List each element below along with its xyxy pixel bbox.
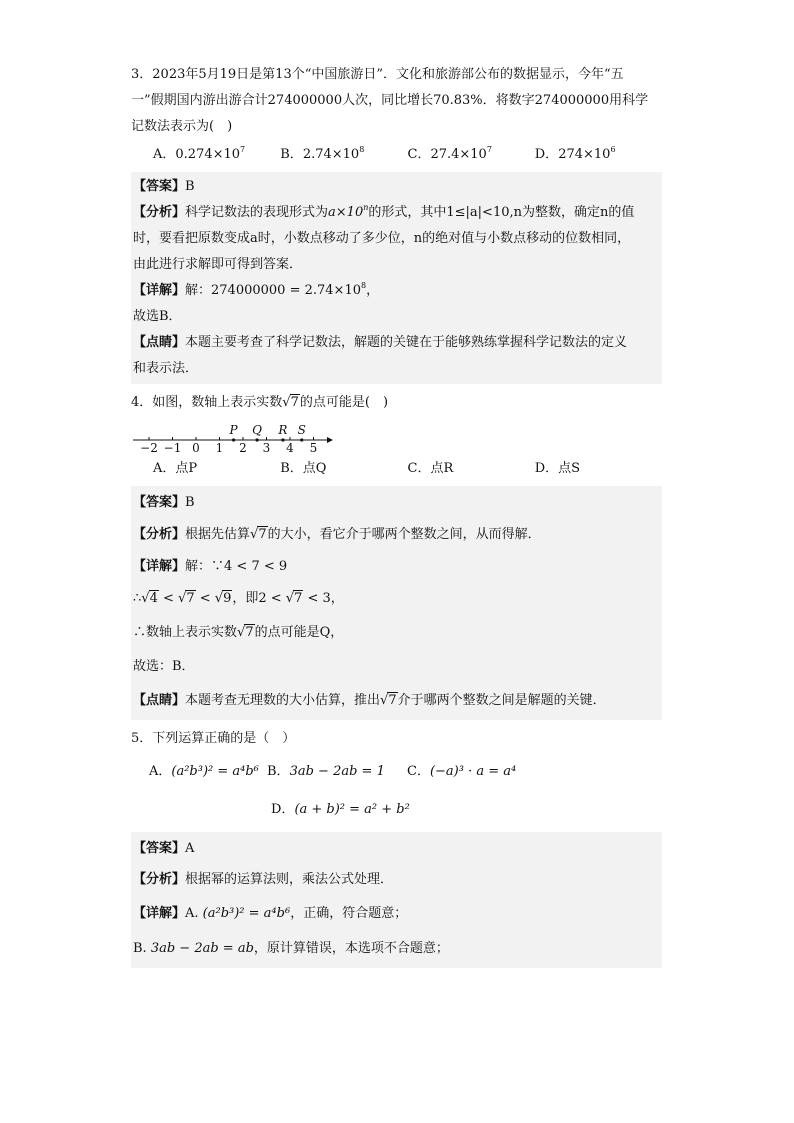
question-4-number: 4． xyxy=(131,395,153,410)
option-c: C．点R xyxy=(407,461,454,476)
question-4-options xyxy=(131,456,662,482)
option-a: A．$0.274\times 10^7$ xyxy=(153,145,246,162)
document-page xyxy=(131,62,662,968)
sqrt-symbol: √7 xyxy=(282,395,299,410)
detail-line-4: 故选：B． xyxy=(133,659,195,674)
question-3-stem: 3．2023年5月19日是第13个“中国旅游日”．文化和旅游部公布的数据显示，今年“五 xyxy=(131,67,624,82)
option-b: B．$2.74\times 10^8$ xyxy=(280,145,365,162)
question-3-number: 3． xyxy=(131,67,153,82)
detail-line-2: B. 3ab − 2ab = ab，原计算错误，本选项不合题意； xyxy=(133,941,449,956)
axis-tick-label: 5 xyxy=(309,441,318,454)
point-label-s: S xyxy=(297,423,306,437)
detail-line: 【详解】解：$274000000 = 2.74\times 10^8$， xyxy=(133,281,380,298)
analysis-line-3: 由此进行求解即可得到答案． xyxy=(133,257,303,272)
option-b: B．3ab − 2ab = 1 xyxy=(267,764,385,779)
number-line-arrow xyxy=(327,437,333,443)
answer-line: 【答案】A xyxy=(133,841,195,856)
question-4-solution xyxy=(131,486,662,720)
analysis-line: 【分析】根据幂的运算法则，乘法公式处理． xyxy=(133,872,394,887)
answer-line: 【答案】B xyxy=(133,179,195,194)
analysis-line-2: 时，要看把原数变成a时，小数点移动了多少位，n的绝对值与小数点移动的位数相同， xyxy=(133,231,631,246)
detail-line-3: ∴数轴上表示实数√7的点可能是Q， xyxy=(133,625,344,640)
comment-line: 【点睛】本题主要考查了科学记数法，解题的关键在于能够熟练掌握科学记数法的定义 xyxy=(133,335,628,350)
answer-line: 【答案】B xyxy=(133,495,195,510)
point-label-q: Q xyxy=(252,423,263,437)
axis-tick-label: −2 xyxy=(140,441,158,454)
option-d: D．点S xyxy=(534,461,581,476)
number-line-svg xyxy=(131,420,351,454)
question-3-stem-line2: 一”假期国内游出游合计274000000人次，同比增长70.83%．将数字274000000用科学 xyxy=(131,93,649,108)
option-c: C．(−a)³ · a = a⁴ xyxy=(407,764,517,779)
option-d: D．(a + b)² = a² + b² xyxy=(271,802,410,817)
question-5-stem: 5．下列运算正确的是（ ） xyxy=(131,731,296,746)
detail-line-2: 故选B． xyxy=(133,309,182,324)
number-line-figure xyxy=(131,420,662,454)
question-5-solution xyxy=(131,832,662,968)
axis-tick-label: 0 xyxy=(192,441,200,454)
option-c: C．$27.4\times 10^7$ xyxy=(407,145,492,162)
point-label-p: P xyxy=(229,423,238,437)
point-s xyxy=(300,438,303,441)
question-4-stem: 4．如图，数轴上表示实数√7的点可能是( ) xyxy=(131,390,662,416)
option-b: B．点Q xyxy=(280,461,327,476)
point-r xyxy=(281,438,284,441)
comment-line: 【点睛】本题考查无理数的大小估算，推出√7介于哪两个整数之间是解题的关键． xyxy=(133,693,606,708)
comment-line-2: 和表示法． xyxy=(133,361,199,376)
axis-tick-label: 1 xyxy=(215,441,224,454)
option-d: D．$274\times 10^6$ xyxy=(534,145,616,162)
question-3 xyxy=(131,62,662,384)
axis-tick-label: 3 xyxy=(262,441,271,454)
question-5-options-row1 xyxy=(131,754,662,790)
question-5-number: 5． xyxy=(131,731,153,746)
point-label-r: R xyxy=(278,423,288,437)
option-a: A．(a²b³)² = a⁴b⁶ xyxy=(149,764,259,779)
point-q xyxy=(256,438,259,441)
option-a: A．点P xyxy=(153,461,198,476)
detail-line: 【详解】A. (a²b³)² = a⁴b⁶，正确，符合题意； xyxy=(133,906,408,921)
question-3-stem-line3: 记数法表示为( ) xyxy=(131,119,233,134)
question-3-options xyxy=(131,142,662,168)
question-5 xyxy=(131,726,662,968)
axis-tick-label: 2 xyxy=(239,441,247,454)
question-4 xyxy=(131,390,662,720)
question-3-solution xyxy=(131,172,662,384)
analysis-line: 【分析】根据先估算√7的大小，看它介于哪两个整数之间，从而得解． xyxy=(133,527,541,542)
axis-tick-label: −1 xyxy=(163,441,182,454)
point-p xyxy=(232,438,235,441)
analysis-line: 【分析】科学记数法的表现形式为$a\times 10^n$的形式，其中1≤|a|<10,n为整数，确定n的值 xyxy=(133,203,635,220)
question-5-options-row2 xyxy=(131,792,662,828)
detail-line-2: ∴√4 < √7 < √9，即2 < √7 < 3， xyxy=(133,591,344,606)
axis-tick-label: 4 xyxy=(286,441,294,454)
detail-line: 【详解】解：∵4 < 7 < 9 xyxy=(133,559,288,574)
